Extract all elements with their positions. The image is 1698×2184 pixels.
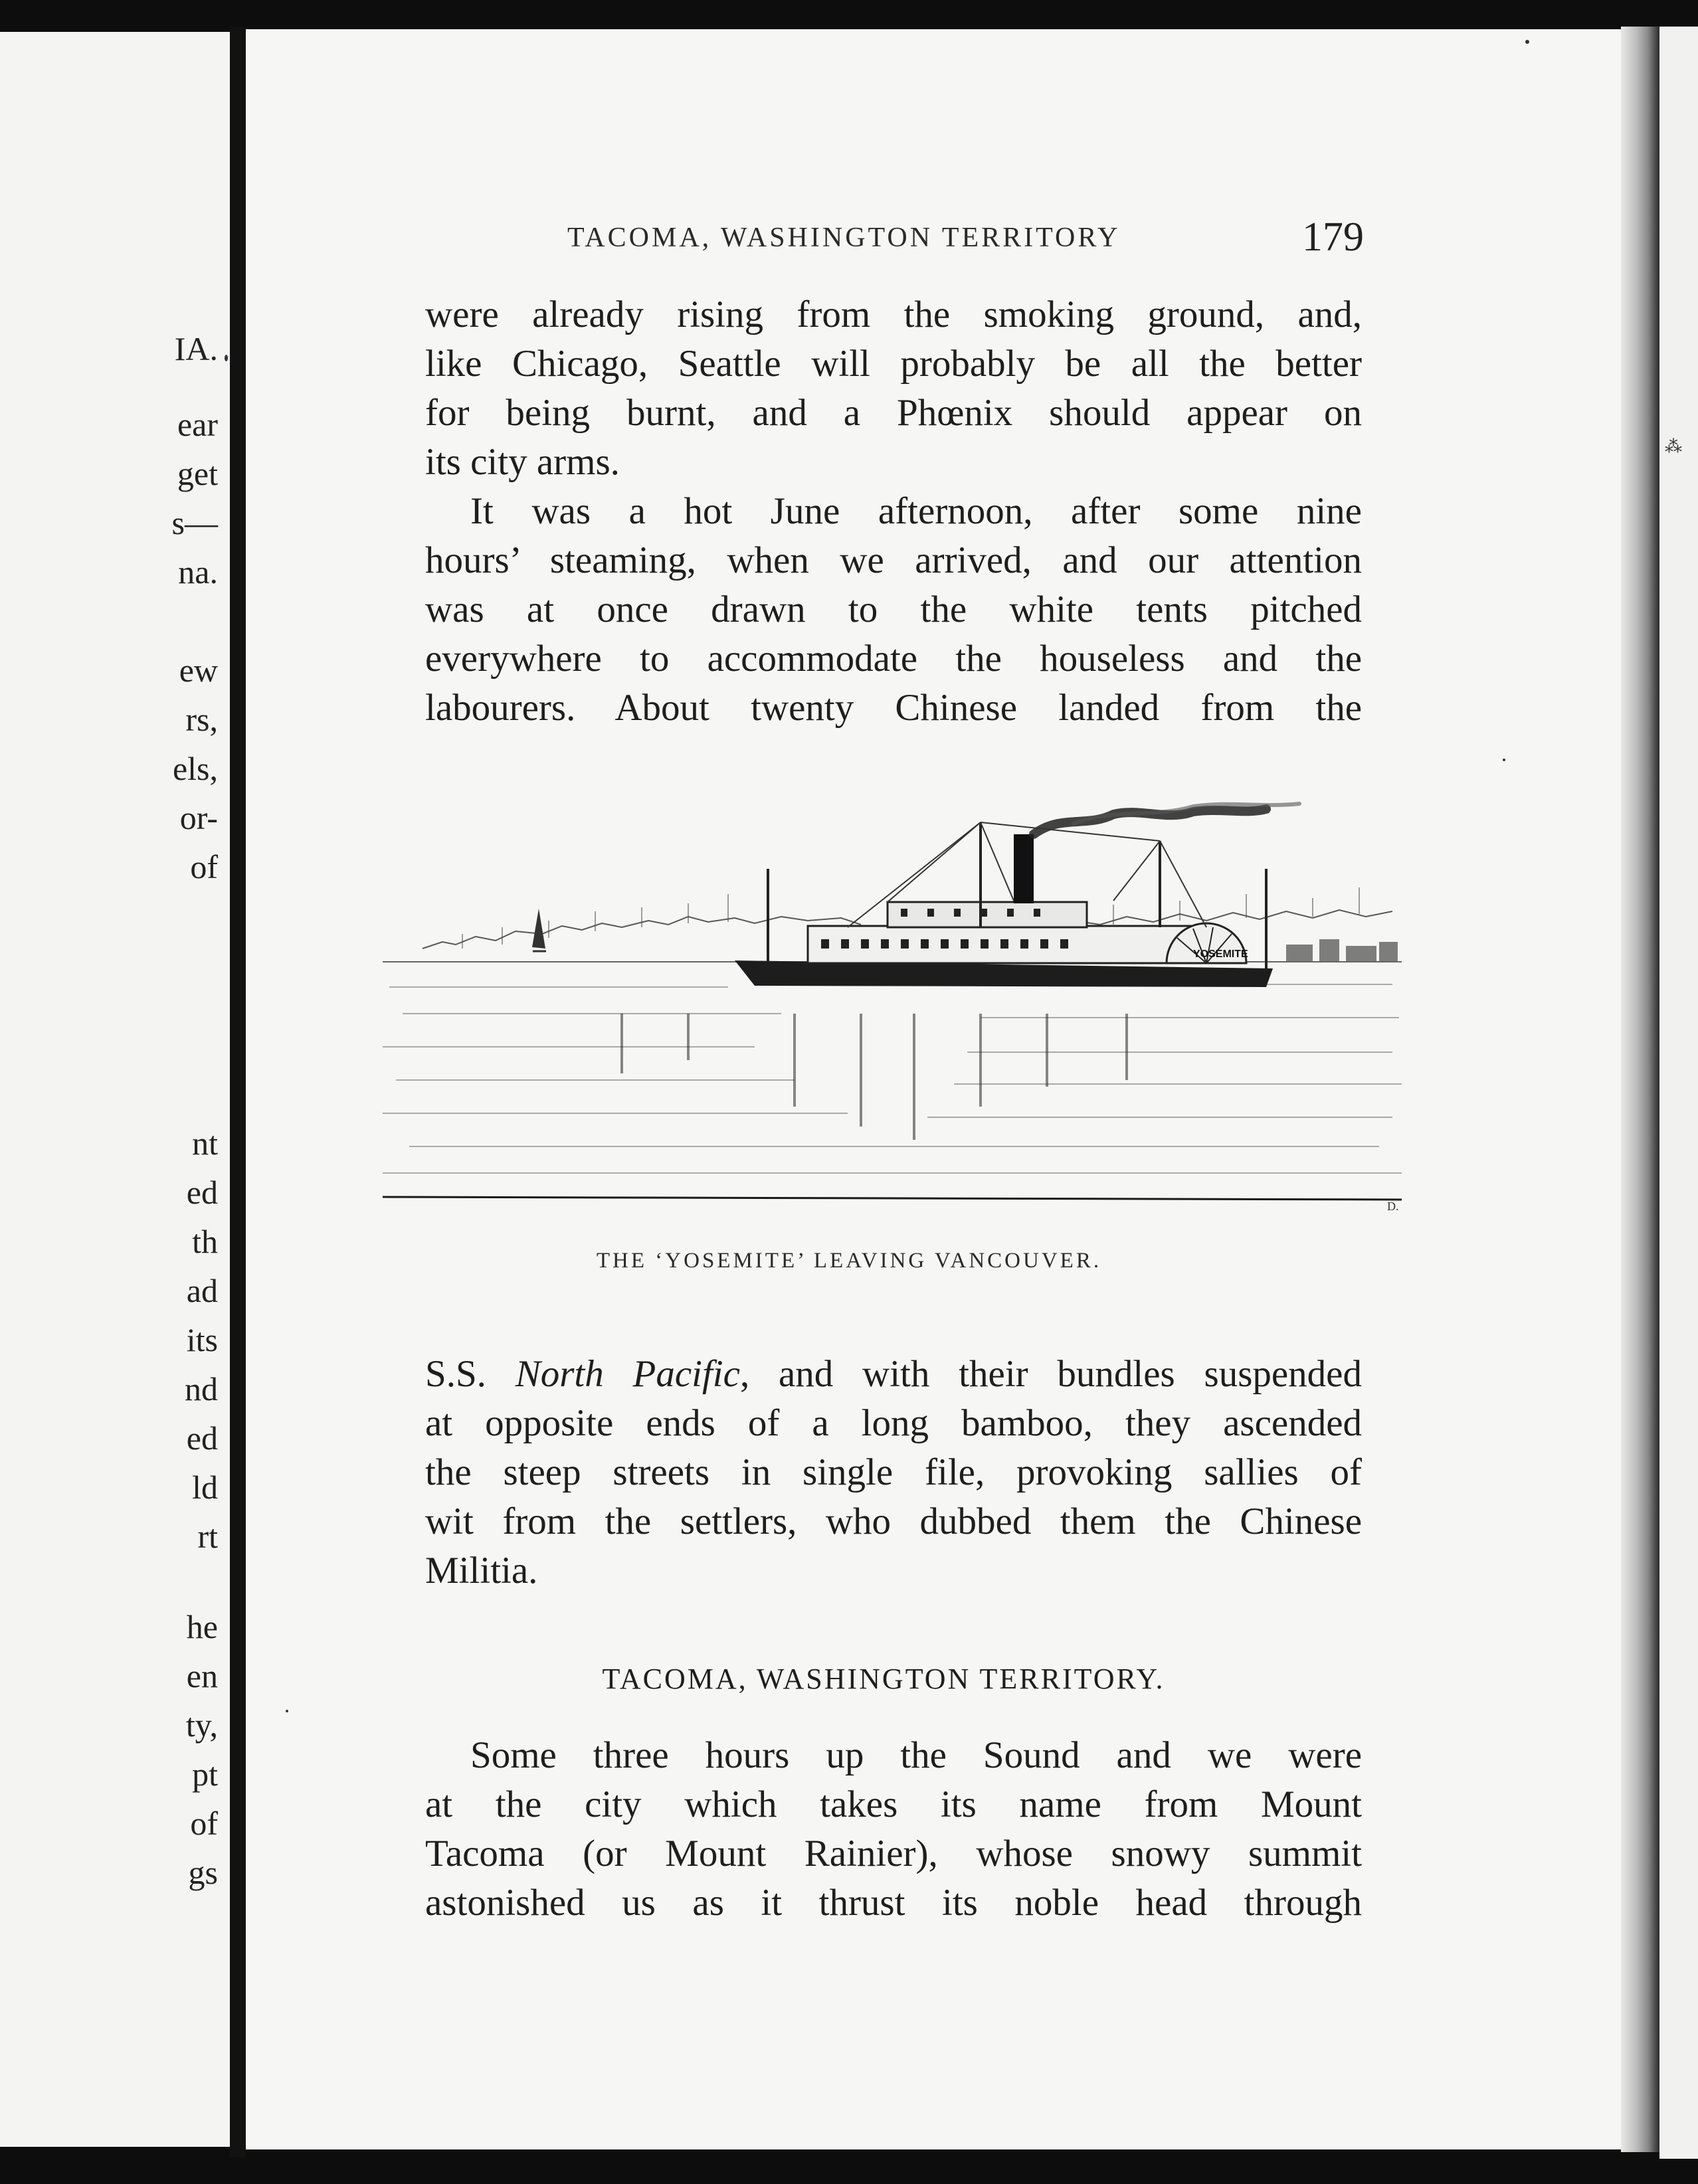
previous-page-text-fragment: ty, [185, 1706, 218, 1744]
text-line: Tacoma (or Mount Rainier), whose snowy summit [425, 1833, 1362, 1874]
previous-page-text-fragment: he [186, 1608, 218, 1645]
page-edge-shadow [1621, 27, 1659, 2152]
previous-page-text-fragment: gs [188, 1854, 218, 1891]
ship-prefix: S.S. [425, 1353, 516, 1395]
previous-page-text-fragment: th [192, 1223, 218, 1260]
running-head: TACOMA, WASHINGTON TERRITORY [567, 223, 1121, 253]
text-line: everywhere to accommodate the houseless and the [425, 638, 1362, 680]
previous-page-text-fragment: s— [171, 504, 218, 541]
page-number: 179 [1302, 215, 1364, 260]
previous-page-text-fragment: na. [178, 553, 218, 591]
section-heading: TACOMA, WASHINGTON TERRITORY. [602, 1663, 1165, 1695]
text-block-middle [425, 1350, 1362, 1595]
previous-page-edge [0, 32, 230, 2147]
text-line: It was a hot June afternoon, after some nine [470, 490, 1362, 532]
steamship-illustration [383, 794, 1402, 1202]
illustration-caption: THE ‘YOSEMITE’ LEAVING VANCOUVER. [596, 1249, 1102, 1273]
illustration-corner-mark: D. [1387, 1200, 1399, 1213]
previous-page-text-fragment: ed [186, 1419, 218, 1457]
text-line: were already rising from the smoking ground, and, [425, 294, 1362, 335]
scan-speck [286, 1710, 288, 1712]
text-line-rest: , and with their bundles suspended [739, 1353, 1362, 1395]
previous-page-text-fragment: ld [192, 1469, 218, 1506]
scan-mark: ⁂ [1665, 437, 1682, 456]
scan-speck [225, 355, 228, 361]
previous-page-text-fragment: get [177, 455, 218, 492]
previous-page-text-fragment: its [186, 1321, 218, 1358]
previous-page-text-fragment: IA. [174, 330, 218, 367]
text-line: labourers. About twenty Chinese landed from the [425, 687, 1362, 729]
previous-page-text-fragment: ear [177, 406, 218, 443]
previous-page-text-fragment: ad [186, 1272, 218, 1309]
book-gutter [230, 27, 246, 2157]
ship-name-italic: North Pacific [515, 1353, 740, 1395]
text-line: at the city which takes its name from Mount [425, 1783, 1362, 1825]
scan-margin-strip [1659, 27, 1698, 2159]
ship-name-label: YOSEMITE [1193, 949, 1248, 960]
previous-page-text-fragment: els, [172, 750, 218, 787]
text-block-top [425, 290, 1362, 733]
text-line: its city arms. [425, 441, 620, 483]
text-line: Militia. [425, 1550, 538, 1592]
scan-speck [1525, 40, 1529, 44]
previous-page-text-fragment: nd [185, 1370, 218, 1408]
text-line: was at once drawn to the white tents pitched [425, 589, 1362, 630]
text-line [425, 1350, 1362, 1399]
previous-page-text-fragment: ed [186, 1174, 218, 1211]
text-line: wit from the settlers, who dubbed them the Chinese [425, 1501, 1362, 1542]
text-block-bottom [425, 1731, 1362, 1928]
previous-page-text-fragment: rt [197, 1518, 218, 1555]
previous-page-text-fragment: rs, [185, 701, 218, 738]
text-line: like Chicago, Seattle will probably be all the better [425, 343, 1362, 385]
scan-speck [1503, 759, 1505, 761]
text-line: Some three hours up the Sound and we were [470, 1734, 1362, 1776]
text-line: the steep streets in single file, provoking sallies of [425, 1451, 1362, 1493]
text-line: for being burnt, and a Phœnix should appear on [425, 392, 1362, 434]
previous-page-text-fragment: of [190, 848, 218, 885]
previous-page-text-fragment: nt [192, 1125, 218, 1162]
previous-page-text-fragment: or- [179, 799, 218, 836]
previous-page-text-fragment: ew [179, 652, 218, 689]
text-line: hours’ steaming, when we arrived, and our attention [425, 539, 1362, 581]
previous-page-text-fragment: en [186, 1657, 218, 1694]
text-line: at opposite ends of a long bamboo, they ascended [425, 1402, 1362, 1444]
text-line: astonished us as it thrust its noble head through [425, 1882, 1362, 1924]
previous-page-text-fragment: of [190, 1805, 218, 1842]
previous-page-text-fragment: pt [192, 1756, 218, 1793]
